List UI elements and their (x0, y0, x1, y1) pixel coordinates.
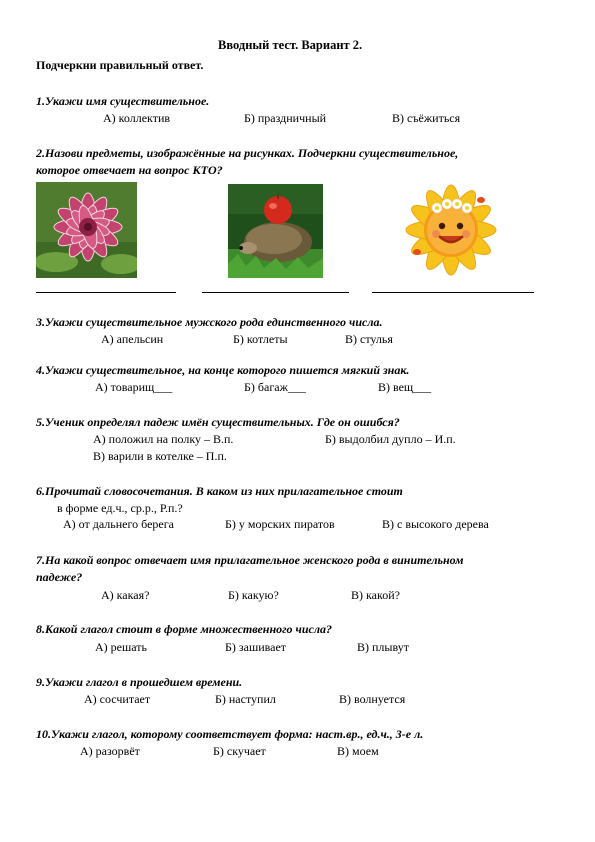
question-2-line-2: которое отвечает на вопрос КТО? (36, 163, 223, 177)
answer-line-2[interactable] (202, 292, 349, 293)
question-8: 8.Какой глагол стоит в форме множественного числа? (36, 622, 332, 636)
q3-option-c[interactable]: В) стулья (345, 332, 393, 346)
question-2-line-1: 2.Назови предметы, изображённые на рисунках. Подчеркни существительное, (36, 146, 459, 160)
hedgehog-picture (228, 184, 323, 278)
q3-option-b[interactable]: Б) котлеты (233, 332, 288, 346)
q4-option-b[interactable]: Б) багаж___ (244, 380, 306, 394)
answer-line-1[interactable] (36, 292, 176, 293)
page-title: Вводный тест. Вариант 2. (218, 38, 363, 52)
q7-option-c[interactable]: В) какой? (351, 588, 400, 602)
question-6: 6.Прочитай словосочетания. В каком из них прилагательное стоит (36, 484, 403, 498)
q9-option-c[interactable]: В) волнуется (339, 692, 406, 706)
sun-picture (404, 182, 499, 278)
q9-option-b[interactable]: Б) наступил (215, 692, 276, 706)
q3-option-a[interactable]: А) апельсин (101, 332, 164, 346)
q5-option-b[interactable]: Б) выдолбил дупло – И.п. (325, 432, 456, 446)
q4-option-a[interactable]: А) товарищ___ (95, 380, 173, 394)
q1-option-c[interactable]: В) съёжиться (392, 111, 461, 125)
question-1: 1.Укажи имя существительное. (36, 94, 210, 108)
dahlia-flower-icon (36, 182, 137, 278)
q8-option-a[interactable]: А) решать (95, 640, 147, 654)
sun-face-icon (404, 182, 499, 278)
q5-option-c[interactable]: В) варили в котелке – П.п. (93, 449, 227, 463)
hedgehog-with-apple-icon (228, 184, 323, 278)
q4-option-c[interactable]: В) вещ___ (378, 380, 432, 394)
flower-picture (36, 182, 137, 278)
question-9: 9.Укажи глагол в прошедшем времени. (36, 675, 243, 689)
q10-option-c[interactable]: В) моем (337, 744, 379, 758)
question-7-line-2: падеже? (36, 570, 83, 584)
answer-line-3[interactable] (372, 292, 534, 293)
question-5: 5.Ученик определял падеж имён существительных. Где он ошибся? (36, 415, 400, 429)
q6-option-b[interactable]: Б) у морских пиратов (225, 517, 335, 531)
q7-option-b[interactable]: Б) какую? (228, 588, 279, 602)
instruction: Подчеркни правильный ответ. (36, 58, 204, 72)
q8-option-b[interactable]: Б) зашивает (225, 640, 287, 654)
q6-option-c[interactable]: В) с высокого дерева (382, 517, 489, 531)
q5-option-a[interactable]: А) положил на полку – В.п. (93, 432, 234, 446)
q1-option-a[interactable]: А) коллектив (103, 111, 171, 125)
question-7-line-1: 7.На какой вопрос отвечает имя прилагательное женского рода в винительном (36, 553, 464, 567)
q6-option-a[interactable]: А) от дальнего берега (63, 517, 174, 531)
question-4: 4.Укажи существительное, на конце которого пишется мягкий знак. (36, 363, 410, 377)
q10-option-a[interactable]: А) разорвёт (80, 744, 140, 758)
q10-option-b[interactable]: Б) скучает (213, 744, 266, 758)
question-3: 3.Укажи существительное мужского рода единственного числа. (36, 315, 383, 329)
question-10: 10.Укажи глагол, которому соответствует форма: наст.вр., ед.ч., 3-е л. (36, 727, 424, 741)
q1-option-b[interactable]: Б) праздничный (244, 111, 327, 125)
q8-option-c[interactable]: В) плывут (357, 640, 409, 654)
question-6-continuation: в форме ед.ч., ср.р., Р.п.? (57, 501, 183, 515)
q7-option-a[interactable]: А) какая? (101, 588, 150, 602)
q9-option-a[interactable]: А) сосчитает (84, 692, 151, 706)
